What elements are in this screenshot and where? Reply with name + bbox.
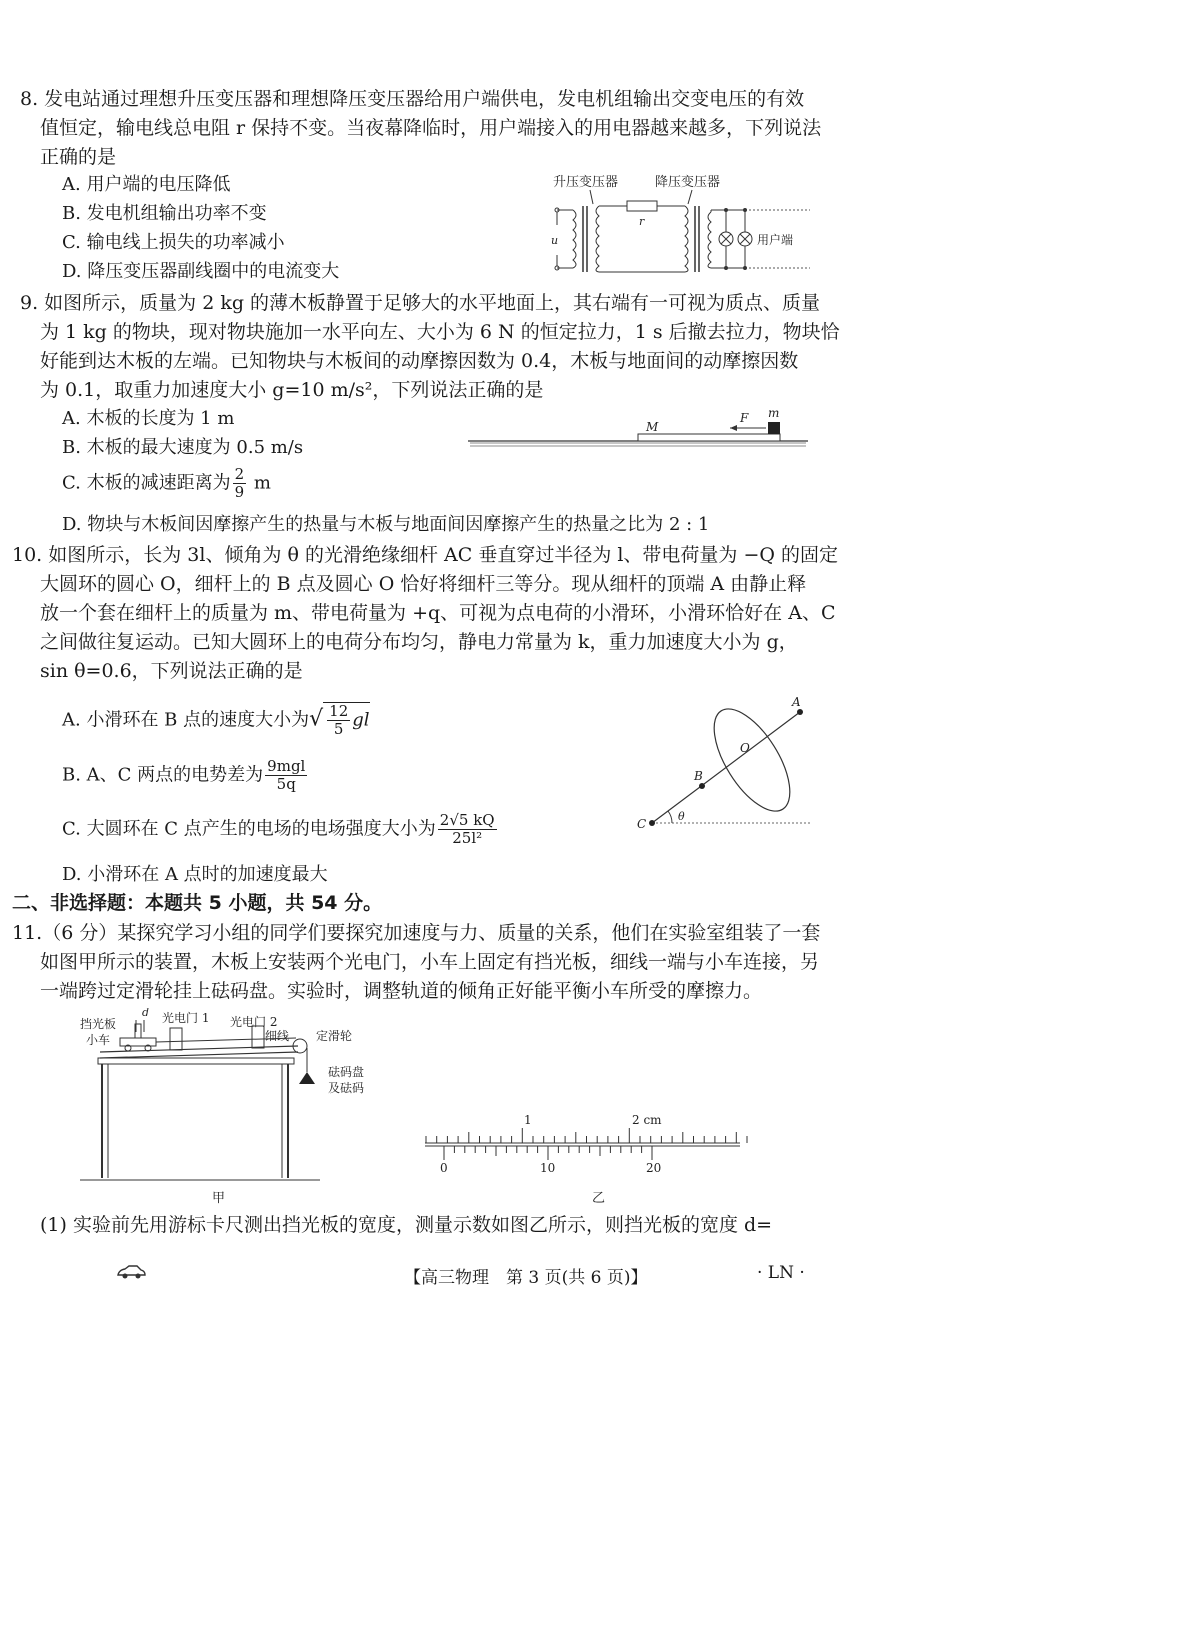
footer-page-info: 【高三物理 第 3 页(共 6 页)】 xyxy=(404,1268,648,1288)
q11-stem-line-2: 如图甲所示的装置，木板上安装两个光电门，小车上固定有挡光板，细线一端与小车连接，另 xyxy=(40,951,820,973)
q8-option-d: D. 降压变压器副线圈中的电流变大 xyxy=(62,261,340,282)
q8-stem-line-2: 值恒定，输电线总电阻 r 保持不变。当夜幕降临时，用户端接入的用电器越来越多，下列说法 xyxy=(40,117,822,139)
q8-option-c: C. 输电线上损失的功率减小 xyxy=(62,232,285,253)
q10-stem-line-2: 大圆环的圆心 O，细杆上的 B 点及圆心 O 恰好将细杆三等分。现从细杆的顶端 A 由静止释 xyxy=(40,573,807,595)
q11-apparatus-figure xyxy=(70,1008,410,1208)
q8-stem-line-3: 正确的是 xyxy=(40,146,117,168)
q11-sub-question-1: (1) 实验前先用游标卡尺测出挡光板的宽度，测量示数如图乙所示，则挡光板的宽度 d= xyxy=(40,1214,773,1236)
q10-fig-c-label: C xyxy=(637,817,647,831)
q10-option-b xyxy=(62,758,309,793)
q11-fig-vernier-label-10: 10 xyxy=(540,1161,556,1175)
q11-fig-yi-caption: 乙 xyxy=(592,1191,606,1205)
q10-stem-line-1: 10. 如图所示，长为 3l、倾角为 θ 的光滑绝缘细杆 AC 垂直穿过半径为 l、带电荷量为 −Q 的固定 xyxy=(12,544,839,566)
q10-option-a-denominator: 5 xyxy=(333,720,344,738)
q10-option-a-text: A. 小滑环在 B 点的速度大小为 xyxy=(62,709,310,731)
q10-option-a-fraction xyxy=(327,703,350,738)
q11-fig-vernier-label-0: 0 xyxy=(440,1161,448,1175)
q11-fig-gate2-label: 光电门 2 xyxy=(230,1015,278,1029)
q9-stem-line-3: 好能到达木板的左端。已知物块与木板间的动摩擦因数为 0.4，木板与地面间的动摩擦因数 xyxy=(40,350,799,372)
q10-stem-line-4: 之间做往复运动。已知大圆环上的电荷分布均匀，静电力常量为 k，重力加速度大小为 g， xyxy=(40,631,798,653)
q9-option-c-text: C. 木板的减速距离为 xyxy=(62,472,231,494)
q10-option-c-text: C. 大圆环在 C 点产生的电场的电场强度大小为 xyxy=(62,818,436,840)
q10-option-d: D. 小滑环在 A 点时的加速度最大 xyxy=(62,864,328,885)
q8-fig-step-up-label: 升压变压器 xyxy=(553,175,619,190)
q10-ring-rod-diagram xyxy=(632,690,817,840)
q8-stem-line-1: 8. 发电站通过理想升压变压器和理想降压变压器给用户端供电，发电机组输出交变电压的有效 xyxy=(20,88,805,110)
q9-fig-f-label: F xyxy=(740,411,749,425)
q8-option-a: A. 用户端的电压降低 xyxy=(62,174,231,195)
q9-fig-m-block-label: m xyxy=(768,406,780,420)
q10-option-a xyxy=(62,702,370,738)
q11-fig-pulley-label: 定滑轮 xyxy=(316,1029,353,1043)
q11-vernier-scale-figure xyxy=(420,1110,750,1205)
q11-fig-car-label: 小车 xyxy=(86,1033,111,1047)
q9-stem-line-1: 9. 如图所示，质量为 2 kg 的薄木板静置于足够大的水平地面上，其右端有一可视为质点、质量 xyxy=(20,292,821,314)
footer-region-code: · LN · xyxy=(757,1263,805,1283)
q11-fig-jia-caption: 甲 xyxy=(212,1191,226,1206)
q9-option-d: D. 物块与木板间因摩擦产生的热量与木板与地面间因摩擦产生的热量之比为 2 : 1 xyxy=(62,514,710,535)
q8-fig-r-label: r xyxy=(639,215,645,228)
q11-fig-shade-label: 挡光板 xyxy=(80,1017,117,1031)
q10-option-b-text: B. A、C 两点的电势差为 xyxy=(62,764,264,786)
q10-sqrt-icon: √ xyxy=(309,706,324,732)
q10-fig-b-label: B xyxy=(694,769,703,783)
q10-option-b-denominator: 5q xyxy=(276,775,296,793)
q8-fig-user-label: 用户端 xyxy=(757,233,794,247)
q9-option-a: A. 木板的长度为 1 m xyxy=(62,408,235,429)
q11-stem-line-3: 一端跨过定滑轮挂上砝码盘。实验时，调整轨道的倾角正好能平衡小车所受的摩擦力。 xyxy=(40,980,763,1002)
q9-board-block-diagram xyxy=(468,405,813,455)
q8-option-b: B. 发电机组输出功率不变 xyxy=(62,203,267,224)
q10-option-c xyxy=(62,812,499,847)
q10-option-c-fraction xyxy=(438,812,497,847)
q11-fig-d-label: d xyxy=(142,1008,150,1019)
q11-stem-line-1: 11.（6 分）某探究学习小组的同学们要探究加速度与力、质量的关系，他们在实验室组装了一套 xyxy=(12,922,821,944)
q10-fig-theta-label: θ xyxy=(678,810,685,823)
q9-option-c-fraction xyxy=(233,466,247,501)
q8-fig-step-down-label: 降压变压器 xyxy=(655,175,721,190)
q10-fig-a-label: A xyxy=(792,695,801,709)
q11-fig-gate1-label: 光电门 1 xyxy=(162,1011,210,1025)
q11-fig-vernier-label-20: 20 xyxy=(646,1161,662,1175)
q10-option-a-numerator: 12 xyxy=(329,702,349,720)
q10-option-a-radicand xyxy=(323,702,369,738)
q11-fig-pan-label-2: 及砝码 xyxy=(328,1081,365,1095)
q8-fig-u-label: u xyxy=(551,234,559,247)
q9-option-c-unit: m xyxy=(253,472,271,494)
q10-option-b-fraction xyxy=(265,758,307,793)
q11-fig-main-label-1: 1 xyxy=(524,1113,532,1127)
q10-stem-line-3: 放一个套在细杆上的质量为 m、带电荷量为 +q、可视为点电荷的小滑环，小滑环恰好在 A、C xyxy=(40,602,836,624)
car-logo-icon xyxy=(116,1264,146,1280)
q9-stem-line-2: 为 1 kg 的物块，现对物块施加一水平向左、大小为 6 N 的恒定拉力，1 s 后撤去拉力，物块恰 xyxy=(40,321,840,343)
q9-stem-line-4: 为 0.1，取重力加速度大小 g=10 m/s²，下列说法正确的是 xyxy=(40,379,544,401)
q10-stem-line-5: sin θ=0.6，下列说法正确的是 xyxy=(40,660,303,682)
q10-option-a-suffix: gl xyxy=(352,709,370,731)
q9-option-c-numerator: 2 xyxy=(234,465,245,483)
q10-option-c-numerator: 2√5 kQ xyxy=(439,811,495,829)
q9-fig-m-board-label: M xyxy=(646,420,659,434)
q10-option-c-denominator: 25l² xyxy=(452,829,483,847)
q11-fig-thread-label: 细线 xyxy=(265,1029,290,1043)
q9-option-c xyxy=(62,466,271,501)
q11-fig-pan-label-1: 砝码盘 xyxy=(328,1065,365,1079)
q9-option-b: B. 木板的最大速度为 0.5 m/s xyxy=(62,437,304,458)
section-2-heading: 二、非选择题：本题共 5 小题，共 54 分。 xyxy=(12,892,383,914)
q9-option-c-denominator: 9 xyxy=(234,483,245,501)
q10-fig-o-label: O xyxy=(740,741,750,755)
q11-fig-main-label-2: 2 cm xyxy=(632,1113,662,1127)
q8-transformer-circuit-diagram xyxy=(545,170,815,285)
q10-option-b-numerator: 9mgl xyxy=(267,757,306,775)
